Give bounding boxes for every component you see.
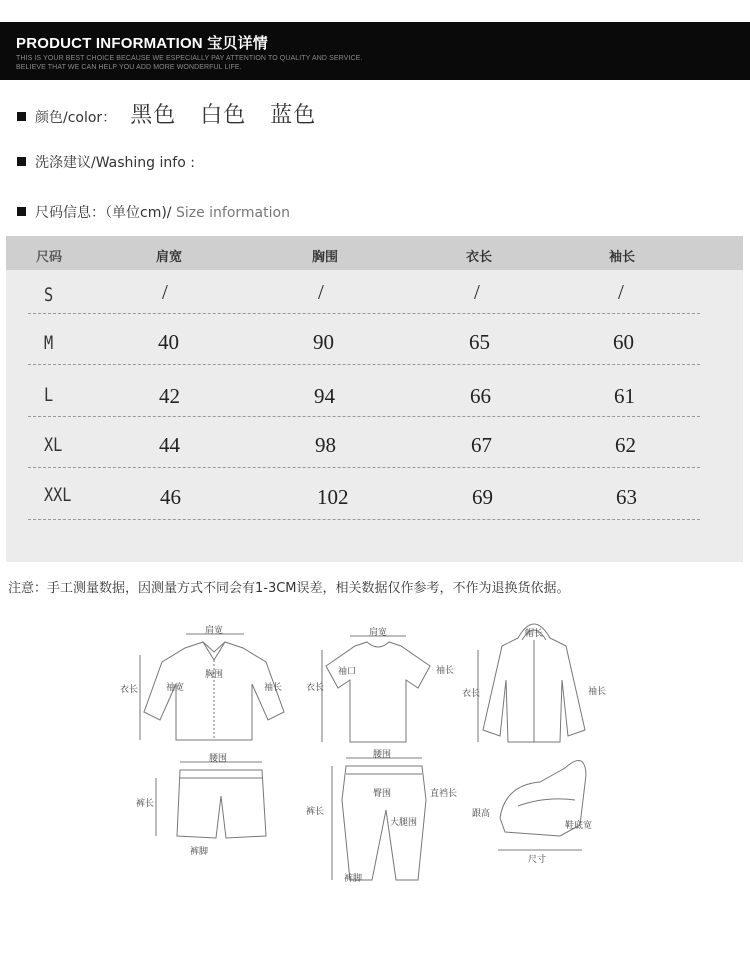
label-tshirt-cuff: 袖口 [338, 667, 357, 677]
bullet-square-icon [17, 157, 26, 166]
table-cell: 61 [614, 384, 635, 408]
color-option-white: 白色 [200, 103, 247, 128]
label-shorts-hem: 裤脚 [190, 847, 209, 857]
table-row-size: M [44, 332, 54, 354]
banner-title: PRODUCT INFORMATION 宝贝详情 [16, 35, 269, 52]
label-tshirt-length: 衣长 [306, 683, 325, 693]
table-cell: 69 [472, 485, 493, 509]
label-pants-waist: 腰围 [372, 750, 392, 760]
table-cell: 65 [469, 330, 490, 354]
header-shoulder: 肩宽 [156, 250, 183, 265]
table-cell: 66 [470, 384, 491, 408]
color-option-black: 黑色 [130, 103, 177, 128]
table-cell: 94 [314, 384, 335, 408]
tshirt-diagram [326, 642, 430, 742]
row-divider [28, 313, 700, 314]
label-shirt-shoulder: 肩宽 [204, 626, 224, 636]
row-divider [28, 519, 700, 520]
table-cell: / [618, 280, 624, 304]
table-cell: 62 [615, 433, 636, 457]
table-cell: 102 [317, 485, 349, 509]
label-hoodie-hat: 帽长 [524, 629, 544, 639]
label-shirt-sleeve-width: 袖宽 [166, 683, 185, 693]
measurement-note: 注意：手工测量数据，因测量方式不同会有1-3CM误差，相关数据仅作参考，不作为退换货依据。 [8, 581, 570, 596]
label-shoe-size: 尺寸 [527, 855, 547, 865]
measurement-diagrams [0, 600, 750, 900]
table-cell: 40 [158, 330, 179, 354]
table-cell: 98 [315, 433, 336, 457]
table-cell: 42 [159, 384, 180, 408]
label-shirt-length: 衣长 [120, 685, 139, 695]
table-row-size: XXL [44, 484, 72, 506]
washing-label: 洗涤建议/Washing info : [35, 155, 195, 171]
label-shorts-length: 裤长 [136, 799, 155, 809]
hoodie-diagram [483, 624, 585, 742]
header-size: 尺码 [36, 250, 63, 265]
label-shirt-sleeve: 袖长 [264, 683, 283, 693]
table-cell: 44 [159, 433, 180, 457]
table-row-size: XL [44, 434, 63, 456]
label-shorts-waist: 腰围 [208, 754, 228, 764]
banner-subtitle-line2: BELIEVE THAT WE CAN HELP YOU ADD MORE WONDERFUL LIFE. [16, 64, 242, 71]
shirt-diagram [144, 642, 284, 740]
bullet-square-icon [17, 112, 26, 121]
product-info-banner [0, 22, 750, 80]
size-info-label: 尺码信息：（单位cm)/ [35, 205, 172, 221]
label-pants-rise: 直裆长 [430, 789, 458, 799]
table-cell: 60 [613, 330, 634, 354]
row-divider [28, 364, 700, 365]
table-cell: / [162, 280, 168, 304]
table-row-size: L [44, 384, 54, 406]
header-chest: 胸围 [312, 250, 339, 265]
label-tshirt-sleeve: 袖长 [436, 666, 455, 676]
label-hoodie-sleeve: 袖长 [588, 687, 607, 697]
label-pants-hem: 裤脚 [344, 874, 363, 884]
banner-subtitle-line1: THIS IS YOUR BEST CHOICE BECAUSE WE ESPECIALLY PAY ATTENTION TO QUALITY AND SERVICE. [16, 55, 363, 62]
table-cell: / [318, 280, 324, 304]
header-sleeve: 袖长 [609, 250, 636, 265]
color-row [17, 98, 326, 129]
row-divider [28, 416, 700, 417]
table-cell: 90 [313, 330, 334, 354]
color-option-blue: 蓝色 [270, 103, 317, 128]
size-table [6, 236, 743, 562]
washing-row [17, 152, 195, 172]
table-cell: 63 [616, 485, 637, 509]
table-cell: 46 [160, 485, 181, 509]
label-hoodie-length: 衣长 [462, 689, 481, 699]
table-row-size: S [44, 284, 54, 306]
label-shoe-sole: 鞋底宽 [565, 821, 593, 831]
label-pants-hip: 臀围 [372, 789, 392, 799]
label-pants-thigh: 大腿围 [390, 818, 418, 828]
shorts-diagram [177, 770, 266, 838]
size-table-header [6, 236, 743, 270]
table-cell: 67 [471, 433, 492, 457]
color-label: 颜色/color： [35, 110, 117, 126]
label-shirt-chest: 胸围 [204, 670, 224, 680]
row-divider [28, 467, 700, 468]
table-cell: / [474, 280, 480, 304]
label-tshirt-shoulder: 肩宽 [368, 628, 388, 638]
label-pants-length: 裤长 [306, 807, 325, 817]
size-info-label-en: Size information [171, 205, 290, 221]
bullet-square-icon [17, 207, 26, 216]
header-length: 衣长 [466, 250, 493, 265]
size-info-row [17, 202, 290, 222]
label-shoe-heel: 跟高 [472, 809, 491, 819]
